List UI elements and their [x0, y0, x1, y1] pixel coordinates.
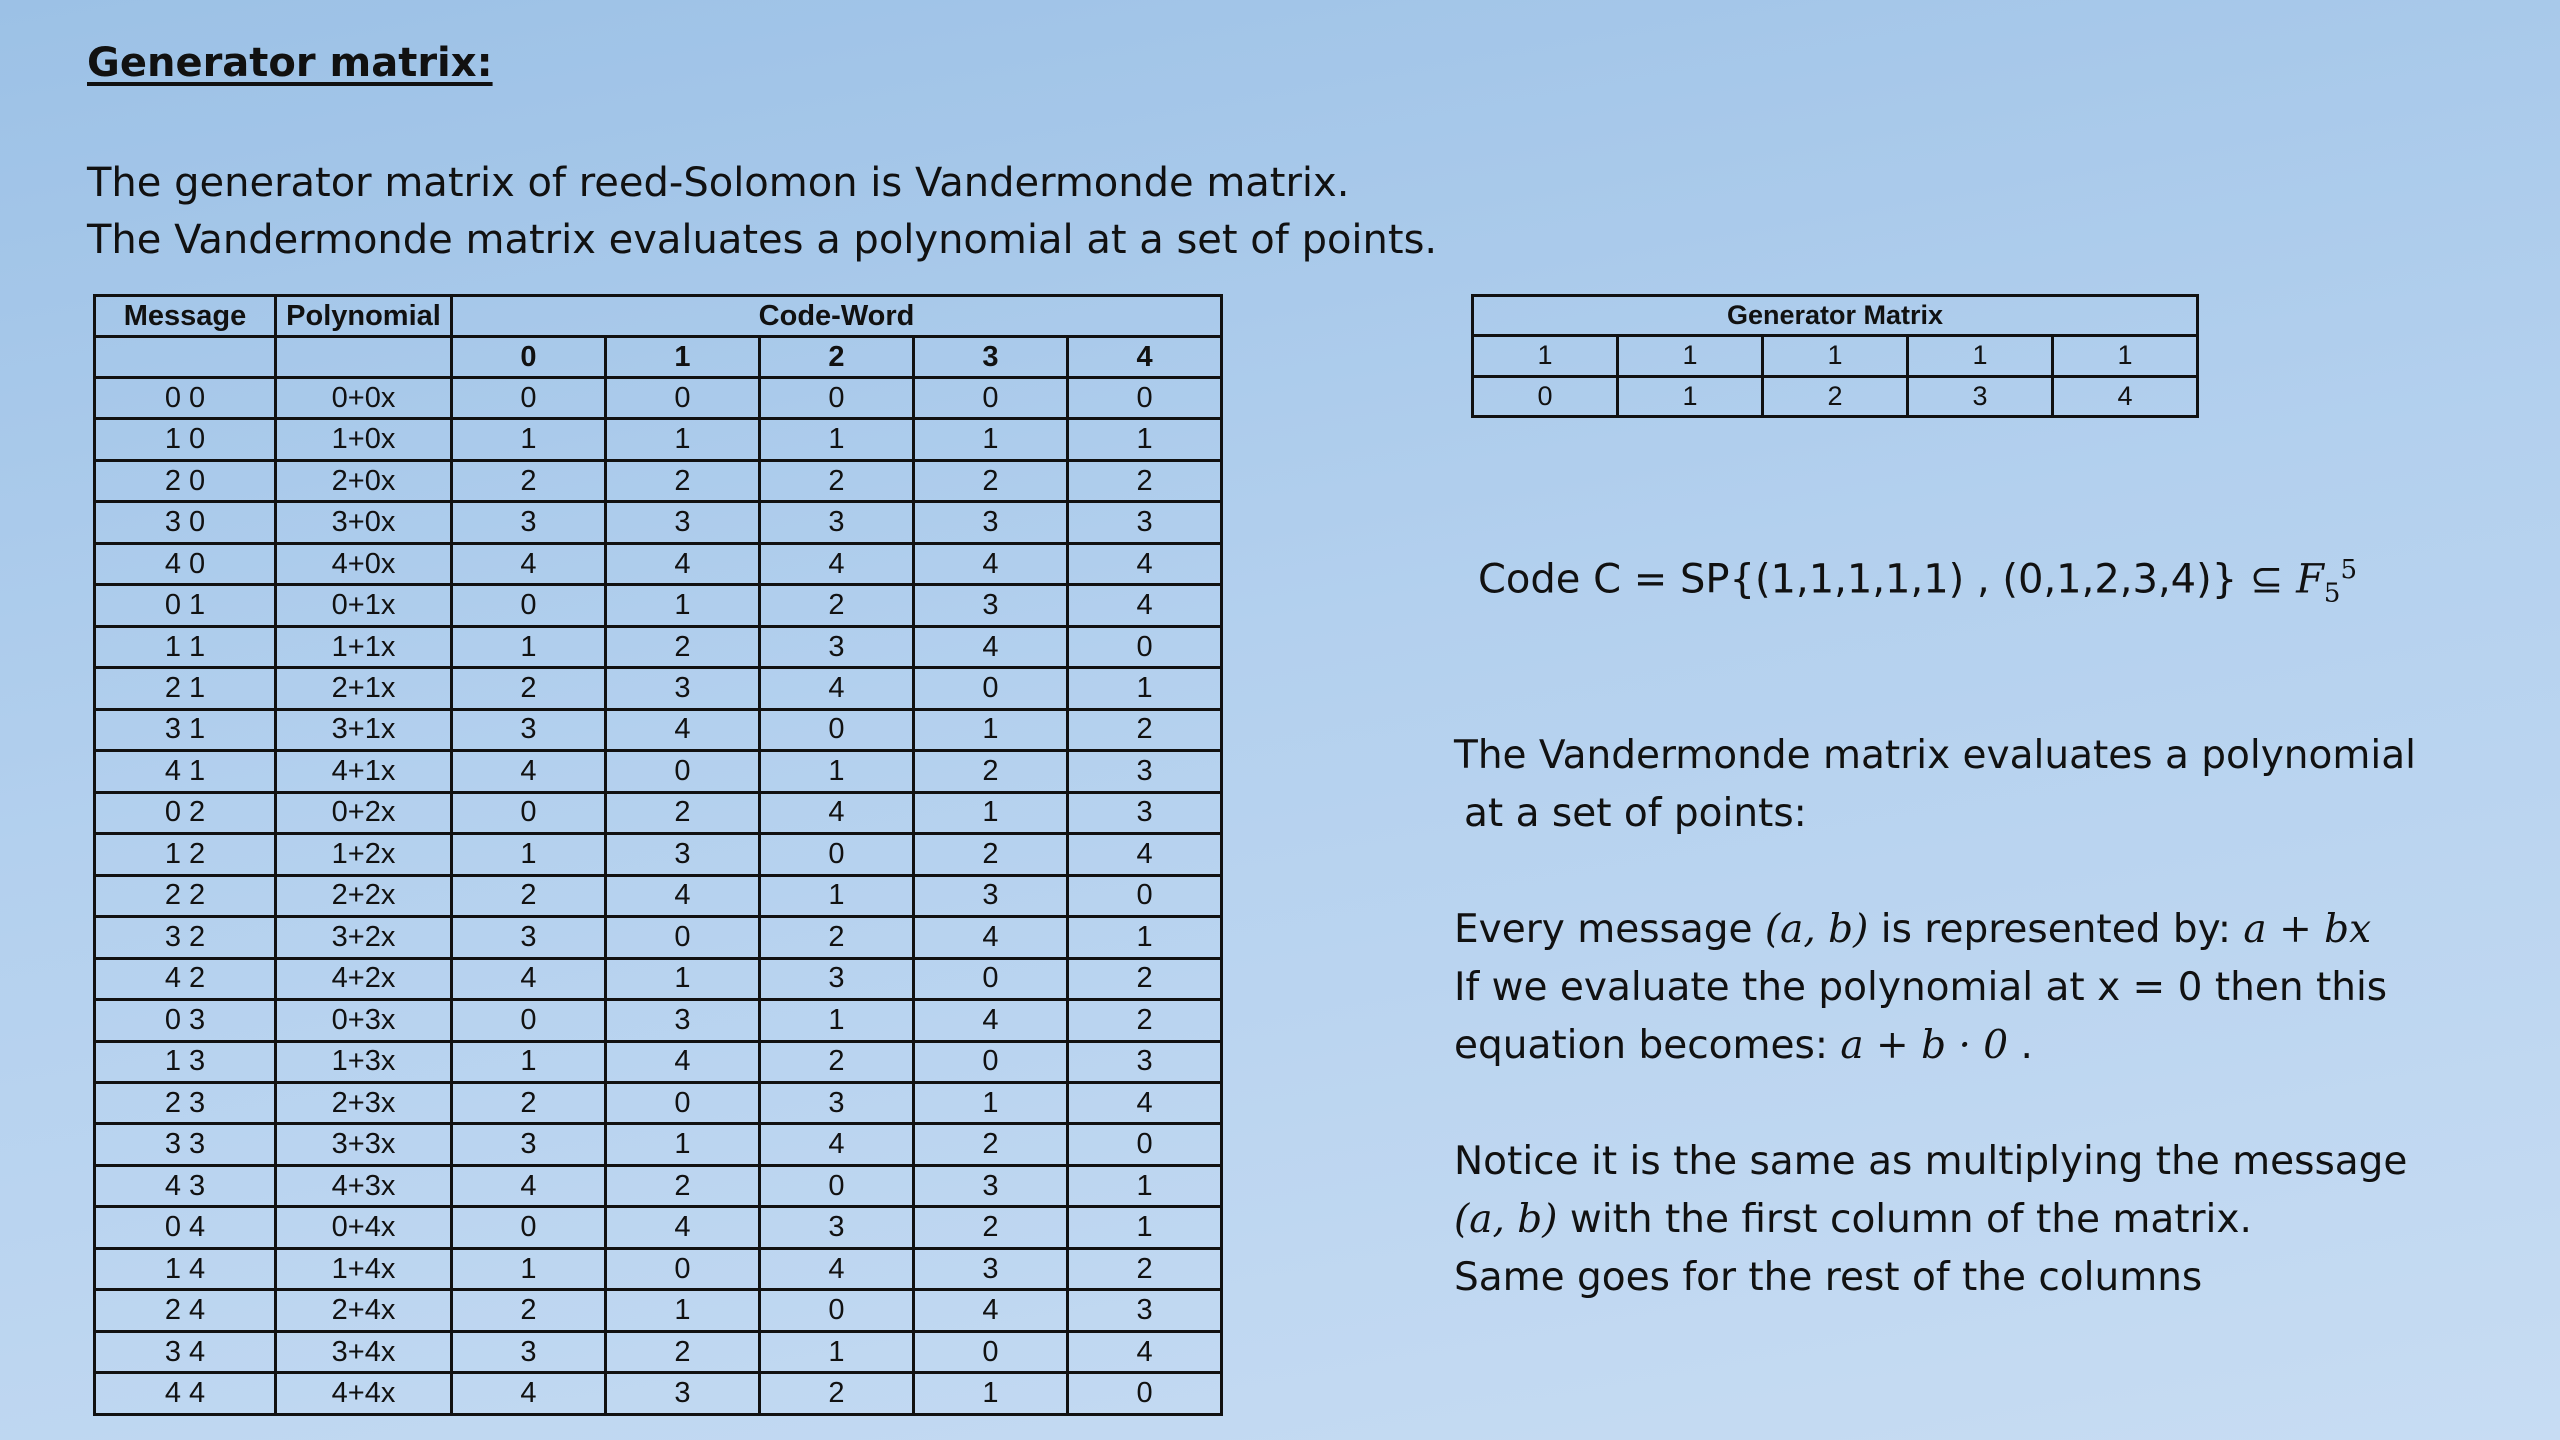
header-row: [95, 296, 1222, 337]
codeword-cell: 3: [914, 502, 1068, 543]
polynomial-cell: 1+4x: [276, 1248, 452, 1289]
generator-cell: 1: [2053, 336, 2198, 376]
codeword-cell: 0: [606, 378, 760, 419]
codeword-cell: 4: [1068, 1082, 1222, 1123]
generator-cell: 3: [1908, 376, 2053, 416]
table-row: [95, 543, 1222, 584]
codeword-cell: 2: [914, 1124, 1068, 1165]
field-subscript: 5: [2323, 578, 2341, 609]
codeword-cell: 0: [606, 917, 760, 958]
codeword-cell: 0: [606, 1248, 760, 1289]
polynomial-cell: 0+1x: [276, 585, 452, 626]
generator-cell: 1: [1473, 336, 1618, 376]
message-cell: 1 4: [95, 1248, 276, 1289]
codeword-cell: 1: [452, 1248, 606, 1289]
message-cell: 4 0: [95, 543, 276, 584]
codeword-cell: 2: [606, 1331, 760, 1372]
codeword-cell: 3: [760, 1082, 914, 1123]
codeword-cell: 0: [760, 709, 914, 750]
polynomial-cell: 3+0x: [276, 502, 452, 543]
codeword-cell: 1: [760, 875, 914, 916]
codeword-cell: 2: [1068, 1248, 1222, 1289]
codeword-cell: 1: [760, 1331, 914, 1372]
codeword-cell: 2: [452, 1082, 606, 1123]
codeword-cell: 2: [914, 751, 1068, 792]
codeword-cell: 3: [1068, 502, 1222, 543]
codeword-cell: 3: [606, 502, 760, 543]
message-cell: 0 1: [95, 585, 276, 626]
point-header: 0: [452, 337, 606, 378]
explanation-fragment: equation becomes:: [1454, 1023, 1841, 1068]
codeword-cell: 4: [1068, 1331, 1222, 1372]
polynomial-cell: 2+0x: [276, 460, 452, 501]
table-row: [95, 1290, 1222, 1331]
message-cell: 4 2: [95, 958, 276, 999]
table-row: [95, 460, 1222, 501]
slide-title: Generator matrix:: [87, 40, 493, 86]
codeword-cell: 1: [1068, 668, 1222, 709]
explanation-line: [1454, 1191, 2416, 1249]
blank-line: [1454, 843, 2416, 901]
codeword-cell: 4: [606, 875, 760, 916]
explanation-line: Same goes for the rest of the columns: [1454, 1255, 2203, 1300]
message-cell: 0 2: [95, 792, 276, 833]
codeword-cell: 4: [760, 668, 914, 709]
explanation-fragment: Every message: [1454, 907, 1765, 952]
codeword-cell: 0: [760, 1290, 914, 1331]
codeword-cell: 3: [1068, 751, 1222, 792]
codeword-cell: 4: [452, 1373, 606, 1415]
codeword-cell: 2: [760, 1041, 914, 1082]
table-row: [95, 626, 1222, 667]
table-row: [95, 419, 1222, 460]
message-cell: 3 2: [95, 917, 276, 958]
message-cell: 0 3: [95, 1000, 276, 1041]
message-cell: 2 3: [95, 1082, 276, 1123]
table-row: [95, 834, 1222, 875]
polynomial-cell: 4+3x: [276, 1165, 452, 1206]
polynomial-cell: 0+4x: [276, 1207, 452, 1248]
table-row: [95, 1041, 1222, 1082]
message-cell: 2 0: [95, 460, 276, 501]
codeword-cell: 0: [606, 751, 760, 792]
polynomial-cell: 4+2x: [276, 958, 452, 999]
codeword-cell: 4: [452, 543, 606, 584]
generator-cell: 2: [1763, 376, 1908, 416]
intro-line-1: The generator matrix of reed-Solomon is Vandermonde matrix.: [87, 160, 1350, 206]
codeword-cell: 0: [914, 1041, 1068, 1082]
table-row: [95, 585, 1222, 626]
polynomial-cell: 1+2x: [276, 834, 452, 875]
codeword-cell: 1: [914, 709, 1068, 750]
generator-title-row: [1473, 296, 2198, 336]
generator-row: [1473, 376, 2198, 416]
generator-row: [1473, 336, 2198, 376]
blank-line: [1454, 1075, 2416, 1133]
codeword-cell: 3: [452, 1124, 606, 1165]
generator-cell: 4: [2053, 376, 2198, 416]
intro-text: [87, 155, 1437, 269]
codeword-cell: 4: [452, 1165, 606, 1206]
message-cell: 4 1: [95, 751, 276, 792]
table-row: [95, 378, 1222, 419]
point-header: 2: [760, 337, 914, 378]
codeword-cell: 3: [914, 1165, 1068, 1206]
codeword-cell: 1: [1068, 917, 1222, 958]
codeword-cell: 0: [914, 378, 1068, 419]
codeword-cell: 3: [1068, 792, 1222, 833]
message-cell: 1 3: [95, 1041, 276, 1082]
table-row: [95, 792, 1222, 833]
codeword-cell: 4: [1068, 585, 1222, 626]
codeword-cell: 1: [760, 751, 914, 792]
codeword-cell: 3: [914, 875, 1068, 916]
codeword-cell: 1: [914, 419, 1068, 460]
field-symbol: F: [2296, 556, 2324, 603]
codeword-cell: 4: [914, 626, 1068, 667]
message-cell: 1 1: [95, 626, 276, 667]
codeword-cell: 0: [914, 1331, 1068, 1372]
codeword-cell: 1: [452, 1041, 606, 1082]
polynomial-cell: 2+4x: [276, 1290, 452, 1331]
codeword-cell: 4: [760, 543, 914, 584]
codeword-cell: 4: [606, 709, 760, 750]
codeword-cell: 3: [606, 1000, 760, 1041]
codeword-cell: 3: [760, 958, 914, 999]
message-cell: 4 3: [95, 1165, 276, 1206]
explanation-fragment: .: [2008, 1023, 2033, 1068]
table-row: [95, 502, 1222, 543]
point-header: 4: [1068, 337, 1222, 378]
codeword-table-body: [95, 378, 1222, 1415]
message-cell: 0 4: [95, 1207, 276, 1248]
codeword-cell: 0: [1068, 1124, 1222, 1165]
codeword-cell: 3: [914, 1248, 1068, 1289]
table-row: [95, 751, 1222, 792]
polynomial-cell: 4+4x: [276, 1373, 452, 1415]
table-row: [95, 709, 1222, 750]
codeword-cell: 2: [606, 1165, 760, 1206]
codeword-cell: 2: [452, 460, 606, 501]
polynomial-cell: 0+2x: [276, 792, 452, 833]
codeword-cell: 2: [1068, 460, 1222, 501]
polynomial-cell: 0+0x: [276, 378, 452, 419]
table-row: [95, 1165, 1222, 1206]
field-superscript: 5: [2340, 555, 2357, 585]
polynomial-cell: 4+0x: [276, 543, 452, 584]
polynomial-cell: 2+2x: [276, 875, 452, 916]
codeword-cell: 2: [606, 792, 760, 833]
codeword-cell: 3: [760, 502, 914, 543]
codeword-cell: 1: [606, 1124, 760, 1165]
codeword-cell: 0: [452, 378, 606, 419]
codeword-cell: 4: [914, 543, 1068, 584]
codeword-cell: 2: [452, 1290, 606, 1331]
codeword-cell: 3: [452, 502, 606, 543]
codeword-cell: 0: [1068, 626, 1222, 667]
codeword-cell: 1: [606, 1290, 760, 1331]
message-cell: 3 0: [95, 502, 276, 543]
math-evaluated: a + b · 0: [1840, 1023, 2009, 1068]
codeword-table: [93, 294, 1223, 1416]
codeword-cell: 4: [1068, 543, 1222, 584]
table-row: [95, 1248, 1222, 1289]
codeword-cell: 3: [914, 585, 1068, 626]
explanation-line: If we evaluate the polynomial at x = 0 then this: [1454, 965, 2388, 1010]
table-row: [95, 1000, 1222, 1041]
polynomial-cell: 2+3x: [276, 1082, 452, 1123]
table-row: [95, 668, 1222, 709]
codeword-cell: 2: [452, 875, 606, 916]
codeword-cell: 0: [760, 834, 914, 875]
codeword-cell: 1: [452, 419, 606, 460]
generator-cell: 0: [1473, 376, 1618, 416]
message-cell: 4 4: [95, 1373, 276, 1415]
codeword-cell: 4: [452, 958, 606, 999]
message-cell: 2 2: [95, 875, 276, 916]
message-cell: 3 4: [95, 1331, 276, 1372]
codeword-cell: 0: [1068, 378, 1222, 419]
codeword-cell: 1: [914, 1373, 1068, 1415]
codeword-cell: 2: [914, 834, 1068, 875]
codeword-cell: 3: [606, 834, 760, 875]
polynomial-cell: 4+1x: [276, 751, 452, 792]
polynomial-cell: 1+1x: [276, 626, 452, 667]
codeword-cell: 2: [1068, 1000, 1222, 1041]
explanation-fragment: with the first column of the matrix.: [1557, 1197, 2252, 1242]
table-row: [95, 875, 1222, 916]
code-definition-text: Code C = SP{(1,1,1,1,1) , (0,1,2,3,4)} ⊆: [1478, 556, 2297, 603]
code-definition: [1478, 555, 2357, 608]
message-header: Message: [95, 296, 276, 337]
polynomial-cell: 1+3x: [276, 1041, 452, 1082]
codeword-cell: 1: [914, 792, 1068, 833]
codeword-cell: 4: [606, 1041, 760, 1082]
generator-cell: 1: [1908, 336, 2053, 376]
table-row: [95, 1207, 1222, 1248]
table-row: [95, 1124, 1222, 1165]
codeword-cell: 0: [452, 1207, 606, 1248]
codeword-cell: 3: [606, 668, 760, 709]
explanation-line: at a set of points:: [1464, 791, 1807, 836]
empty-header-cell: [276, 337, 452, 378]
codeword-cell: 0: [1068, 1373, 1222, 1415]
codeword-cell: 1: [914, 1082, 1068, 1123]
polynomial-cell: 2+1x: [276, 668, 452, 709]
explanation-line: [1454, 901, 2416, 959]
codeword-cell: 4: [760, 1248, 914, 1289]
math-polynomial: a + bx: [2243, 907, 2372, 952]
explanation-line: [1454, 1017, 2416, 1075]
table-row: [95, 1331, 1222, 1372]
codeword-cell: 2: [914, 1207, 1068, 1248]
codeword-cell: 1: [452, 626, 606, 667]
codeword-cell: 0: [1068, 875, 1222, 916]
codeword-cell: 3: [760, 1207, 914, 1248]
table-row: [95, 958, 1222, 999]
codeword-cell: 0: [914, 668, 1068, 709]
codeword-cell: 1: [1068, 1165, 1222, 1206]
point-header: 3: [914, 337, 1068, 378]
codeword-cell: 3: [1068, 1290, 1222, 1331]
empty-header-cell: [95, 337, 276, 378]
codeword-cell: 2: [606, 460, 760, 501]
polynomial-cell: 3+4x: [276, 1331, 452, 1372]
codeword-cell: 1: [760, 419, 914, 460]
codeword-cell: 2: [914, 460, 1068, 501]
codeword-cell: 2: [760, 1373, 914, 1415]
codeword-cell: 2: [452, 668, 606, 709]
codeword-cell: 1: [1068, 419, 1222, 460]
codeword-header: Code-Word: [452, 296, 1222, 337]
codeword-cell: 2: [1068, 709, 1222, 750]
codeword-cell: 4: [914, 1290, 1068, 1331]
codeword-cell: 0: [452, 792, 606, 833]
codeword-cell: 4: [606, 543, 760, 584]
message-cell: 3 3: [95, 1124, 276, 1165]
generator-cell: 1: [1618, 336, 1763, 376]
polynomial-cell: 3+3x: [276, 1124, 452, 1165]
explanation-fragment: is represented by:: [1868, 907, 2244, 952]
message-cell: 1 0: [95, 419, 276, 460]
codeword-cell: 2: [760, 585, 914, 626]
codeword-cell: 0: [760, 378, 914, 419]
codeword-cell: 4: [452, 751, 606, 792]
codeword-cell: 3: [452, 709, 606, 750]
generator-matrix-table: [1471, 294, 2199, 418]
math-message: (a, b): [1764, 907, 1869, 952]
codeword-cell: 2: [760, 460, 914, 501]
math-message: (a, b): [1454, 1197, 1558, 1242]
table-row: [95, 917, 1222, 958]
codeword-cell: 1: [1068, 1207, 1222, 1248]
codeword-cell: 3: [452, 1331, 606, 1372]
message-cell: 2 4: [95, 1290, 276, 1331]
points-row: [95, 337, 1222, 378]
codeword-cell: 4: [914, 917, 1068, 958]
codeword-cell: 2: [760, 917, 914, 958]
codeword-cell: 1: [606, 958, 760, 999]
generator-cell: 1: [1618, 376, 1763, 416]
codeword-cell: 2: [606, 626, 760, 667]
codeword-cell: 1: [760, 1000, 914, 1041]
message-cell: 2 1: [95, 668, 276, 709]
polynomial-cell: 3+1x: [276, 709, 452, 750]
explanation-line: Notice it is the same as multiplying the message: [1454, 1139, 2408, 1184]
message-cell: 3 1: [95, 709, 276, 750]
polynomial-cell: 1+0x: [276, 419, 452, 460]
explanation-text: [1454, 727, 2416, 1307]
codeword-cell: 3: [606, 1373, 760, 1415]
intro-line-2: The Vandermonde matrix evaluates a polynomial at a set of points.: [87, 217, 1438, 263]
codeword-cell: 3: [760, 626, 914, 667]
codeword-cell: 3: [1068, 1041, 1222, 1082]
codeword-cell: 0: [760, 1165, 914, 1206]
message-cell: 0 0: [95, 378, 276, 419]
codeword-cell: 4: [760, 1124, 914, 1165]
codeword-cell: 0: [452, 1000, 606, 1041]
codeword-cell: 2: [1068, 958, 1222, 999]
codeword-cell: 0: [452, 585, 606, 626]
codeword-cell: 0: [914, 958, 1068, 999]
polynomial-cell: 0+3x: [276, 1000, 452, 1041]
codeword-cell: 0: [606, 1082, 760, 1123]
explanation-line: The Vandermonde matrix evaluates a polynomial: [1454, 733, 2416, 778]
codeword-cell: 3: [452, 917, 606, 958]
polynomial-cell: 3+2x: [276, 917, 452, 958]
table-row: [95, 1373, 1222, 1415]
codeword-cell: 1: [606, 419, 760, 460]
point-header: 1: [606, 337, 760, 378]
generator-matrix-title: Generator Matrix: [1473, 296, 2198, 336]
message-cell: 1 2: [95, 834, 276, 875]
polynomial-header: Polynomial: [276, 296, 452, 337]
codeword-cell: 4: [1068, 834, 1222, 875]
table-row: [95, 1082, 1222, 1123]
codeword-cell: 1: [606, 585, 760, 626]
codeword-cell: 4: [914, 1000, 1068, 1041]
codeword-cell: 4: [760, 792, 914, 833]
codeword-cell: 1: [452, 834, 606, 875]
generator-cell: 1: [1763, 336, 1908, 376]
codeword-cell: 4: [606, 1207, 760, 1248]
